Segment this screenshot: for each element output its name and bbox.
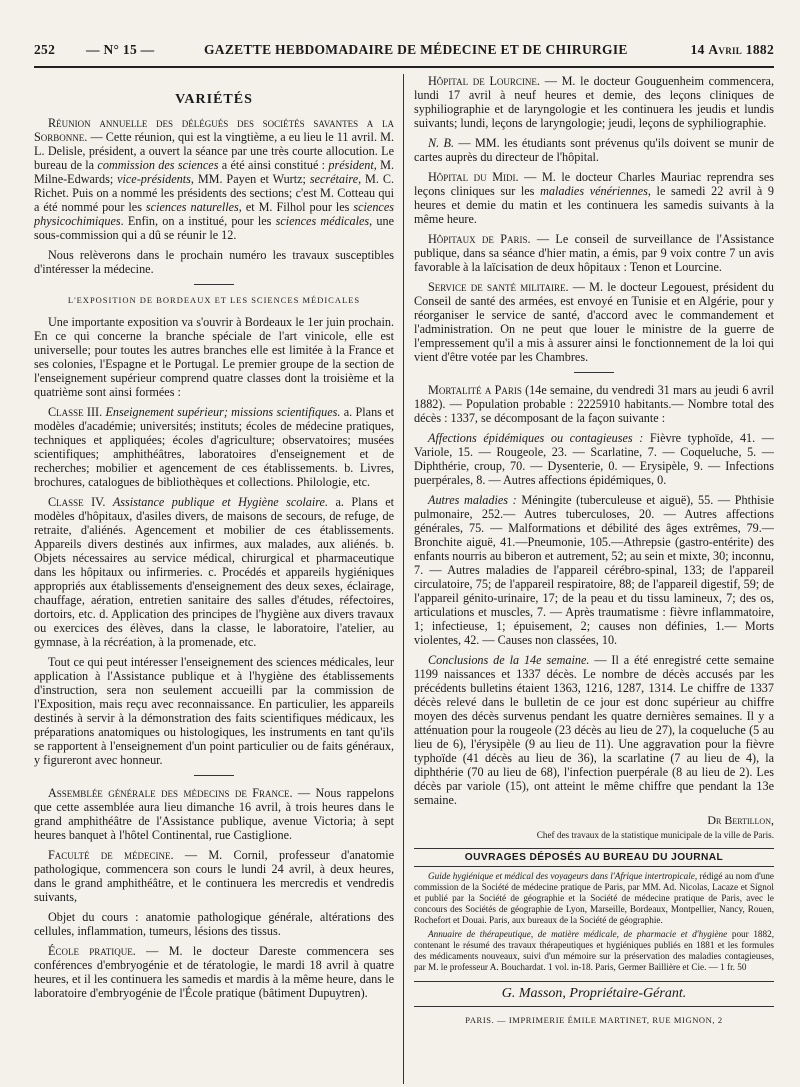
varietes-heading: VARIÉTÉS	[175, 92, 253, 107]
section-divider	[194, 775, 234, 776]
signature-title: Chef des travaux de la statistique municipale de la ville de Paris.	[536, 830, 774, 840]
ouvrages-heading: OUVRAGES DÉPOSÉS AU BUREAU DU JOURNAL	[414, 848, 774, 867]
book-list	[414, 871, 774, 973]
exposition-heading: L'EXPOSITION DE BORDEAUX ET LES SCIENCES MÉDICALES	[67, 295, 361, 305]
reunion-note: Nous relèverons dans le prochain numéro les travaux susceptibles d'intéresser la médecine.	[34, 248, 394, 276]
ecole-article: École pratique. — M. le docteur Dareste commencera ses conférences d'embryogénie et de tératologie, le mardi 18 avril à quatre heures, et il les continuera les samedis et mardis à la même heure, dans le laboratoire d'embryogénie de l'École pratique (bâtiment Dupuytren).	[34, 944, 394, 1000]
section-divider	[194, 284, 234, 285]
exposition-outro: Tout ce qui peut intéresser l'enseignement des sciences médicales, leur application à l'Assistance publique et à l'hygiène des établissements d'instruction, sera non seulement accueilli par la commission de l'Exposition, mais reçu avec reconnaissance. En particulier, les appareils destinés à servir à la démonstration des faits scientifiques médicaux, les préparations anatomiques ou histologiques, les instruments en tant qu'ils se rapportent à l'enseignement d'un point particulier ou de faits généraux, y figureront avec honneur.	[34, 655, 394, 767]
hopitaux-article: Hôpitaux de Paris. — Le conseil de surveillance de l'Assistance publique, dans sa séance d'hier matin, a émis, par 9 voix contre 7 un avis favorable à la laïcisation de deux hôpitaux : Tenon et Lourcine.	[414, 232, 775, 274]
mortalite-autres: Autres maladies : Méningite (tuberculeuse et aiguë), 55. — Phthisie pulmonaire, 252.— Autres tuberculoses, 20. — Autres affections générales, 75. — Malformations et débilité des âges extrêmes, 79.—Bronchite aiguë, 41.—Pneumonie, 105.—Athrepsie (gastro-entérite) des enfants nourris au biberon et autrement, 52; au sein et mixte, 30; inconnu, 7. — Autres maladies de l'appareil cérébro-spinal, 133; de l'appareil circulatoire, 75; de l'appareil respiratoire, 88; de l'appareil digestif, 59; de l'appareil génito-urinaire, 17; de la peau et du tissu lamineux, 7; des os, articulations et muscles, 7. — Après traumatisme : fièvre inflammatoire, 1; infectieuse, 1; épuisement, 2; causes non définies, 1.— Morts violentes, 42. — Causes non classées, 10.	[414, 493, 774, 647]
book-entry: Annuaire de thérapeutique, de matière médicale, de pharmacie et d'hygiène pour 1882, contenant le résumé des travaux thérapeutiques et hygiéniques publiés en 1881 et les formules des médicaments nouveaux, suivi d'un mémoire sur la préservation des maladies contagieuses, par M. le professeur A. Bouchardat. 1 vol. in-18. Paris, Germer Baillière et Cie. — 1 fr. 50	[414, 929, 774, 972]
lourcine-note: N. B. — MM. les étudiants sont prévenus qu'ils doivent se munir de cartes auprès du directeur de l'hôpital.	[414, 136, 774, 164]
mortalite-epidemiques: Affections épidémiques ou contagieuses : Fièvre typhoïde, 41. — Variole, 15. — Rougeole, 23. — Scarlatine, 7. — Coqueluche, 5. — Diphthérie, croup, 70. — Dysenterie, 0. — Erysipèle, 9. — Infections puerpérales, 8. — Autres affections épidémiques, 0.	[414, 431, 774, 487]
page-header	[34, 40, 774, 67]
right-column	[414, 74, 774, 1025]
book-entry: Guide hygiénique et médical des voyageurs dans l'Afrique intertropicale, rédigé au nom d'une commission de la Société de médecine pratique de Paris, par MM. Ad. Nicolas, Lacaze et Signol et publié par la Société de géographie et la Société de médecine pratique de Paris, avec le concours des Sociétés de géographie de Lyon, Marseille, Bordeaux, Montpellier, Nancy, Rouen, Rochefort et Douai. Paris, aux bureaux de la Société de géographie.	[414, 871, 774, 925]
faculte-article: Faculté de médecine. — M. Cornil, professeur d'anatomie pathologique, commencera son cours le lundi 24 avril, à deux heures, dans le grand amphithéâtre, et le continuera les mercredis et vendredis suivants,	[34, 848, 394, 904]
page-number: 252	[34, 42, 56, 57]
column-divider	[403, 74, 404, 1084]
mortalite-article: Mortalité a Paris (14e semaine, du vendredi 31 mars au jeudi 6 avril 1882). — Population probable : 2225910 habitants.— Nombre total des décès : 1337, se décomposant de la façon suivante :	[414, 383, 774, 425]
reunion-article: Réunion annuelle des délégués des sociétés savantes a la Sorbonne. — Cette réunion, qui est la vingtième, a eu lieu le 11 avril. M. L. Delisle, président, a ouvert la séance par une très courte allocution. Le bureau de la commission des sciences a été ainsi constitué : président, M. Milne-Edwards; vice-présidents, MM. Payen et Wurtz; secrétaire, M. C. Richet. Puis on a nommé les présidents des sections; c'est M. Cotteau qui a été nommé pour les sciences naturelles, et M. Filhol pour les sciences physicochimiques. Enfin, on a institué, pour les sciences médicales, une sous-commission qui a dû se réunir le 12.	[34, 116, 395, 242]
lourcine-article: Hôpital de Lourcine. — M. le docteur Gouguenheim commencera, lundi 17 avril à neuf heures et demie, des leçons cliniques de syphiliographie et de laryngologie et les continuera les jeudis et lundis suivants; lundi, leçons de laryngologie; jeudi, leçons de syphiliographie.	[414, 74, 774, 130]
left-column	[34, 74, 394, 1006]
signature: Dr Bertillon,	[707, 813, 774, 827]
journal-title: GAZETTE HEBDOMADAIRE DE MÉDECINE ET DE CHIRURGIE	[204, 42, 628, 57]
printer-imprint: PARIS. — IMPRIMERIE ÉMILE MARTINET, RUE MIGNON, 2	[465, 1015, 723, 1025]
mortalite-conclusions: Conclusions de la 14e semaine. — Il a été enregistré cette semaine 1199 naissances et 1337 décès. Le nombre de décès accusés par les précédents bulletins étaient 1363, 1216, 1287, 1314. Le chiffre de 1337 décès relevé dans le bulletin de ce jour est donc supérieur au chiffre moyen des décès survenus pendant les quatre dernières semaines. Il y a atténuation pour la rougeole (23 décès au lieu de 27), la coqueluche (5 au lieu de 6), l'érysipèle (9 au lieu de 11). Une aggravation pour la fièvre typhoïde (41 décès au lieu de 36), la scarlatine (7 au lieu de 4), la diphthérie (70 au lieu de 68), l'infection puerpérale (8 au lieu de 2). Les décès par variole (15), ont atteint le même chiffre que pendant la 13e semaine.	[414, 653, 774, 807]
section-divider	[574, 372, 614, 373]
issue-date: 14 Avril 1882	[690, 42, 774, 57]
assemblee-article: Assemblée générale des médecins de France. — Nous rappelons que cette assemblée aura lieu dimanche 16 avril, à trois heures dans le grand amphithéâtre de l'Assistance publique, avenue Victoria; à sept heures banquet à l'hôtel Continental, rue Castiglione.	[34, 786, 394, 842]
header-rule	[34, 67, 774, 68]
exposition-intro: Une importante exposition va s'ouvrir à Bordeaux le 1er juin prochain. En ce qui concerne la branche spéciale de l'art vinicole, elle est universelle; pour toutes les autres branches elle est limitée à la France et ses colonies, l'Espagne et le Portugal. Le premier groupe de la section de l'enseignement supérieur comprend quatre classes dont la troisième et la quatrième sont ainsi formées :	[34, 315, 394, 399]
classe-4: Classe IV. Assistance publique et Hygiène scolaire. a. Plans et modèles d'hôpitaux, d'asiles divers, de maisons de secours, de refuge, de retraite, d'aliénés. Agencement et mobilier de ces établissements. Appareils divers destinés aux infirmes, aux malades, aux aliénés. b. Objets nécessaires au service médical, chirurgical et pharmaceutique dans les hôpitaux ou infirmeries. c. Procédés et appareils hygiéniques appropriés aux établissements d'enseignement des deux sexes, éclairage, chauffage, aération, entretien sanitaire des salles d'études, réfectoires, dortoirs, etc. d. Application des principes de l'hygiène aux divers travaux ou exercices des élèves, dans la classe, le laboratoire, l'atelier, au gymnase, à la récréation, à la promenade, etc.	[34, 495, 394, 649]
militaire-article: Service de santé militaire. — M. le docteur Legouest, président du Conseil de santé des armées, est envoyé en Tunisie et en Algérie, pour y réorganiser le service de santé, d'accord avec le commandement et l'administration. On ne peut que louer le ministre de la guerre de l'empressement qu'il a mis à assurer ainsi le fonctionnement de la loi qui vient d'être votée par les Chambres.	[414, 280, 774, 364]
issue-number: — N° 15 —	[86, 42, 155, 57]
classe-3: Classe III. Enseignement supérieur; missions scientifiques. a. Plans et modèles d'académie; universités; instituts; écoles de médecine pratiques, techniques et appliquées; écoles d'agriculture; observatoires; musées scientifiques; amphithéâtres, laboratoires d'enseignement et de recherches; mobilier et agencement de ces établissements. b. Livres, brochures, catalogues de bibliothèques et collections. Philologie, etc.	[34, 405, 394, 489]
faculte-course-object: Objet du cours : anatomie pathologique générale, altérations des cellules, inflammation, tumeurs, lésions des tissus.	[34, 910, 394, 938]
columns	[34, 74, 774, 1084]
midi-article: Hôpital du Midi. — M. le docteur Charles Mauriac reprendra ses leçons cliniques sur les maladies vénériennes, le samedi 22 avril à 9 heures et demie du matin et les continuera les samedis suivants à la même heure.	[414, 170, 774, 226]
newspaper-page	[34, 40, 775, 1025]
publisher-owner: G. Masson, Propriétaire-Gérant.	[414, 981, 774, 1007]
